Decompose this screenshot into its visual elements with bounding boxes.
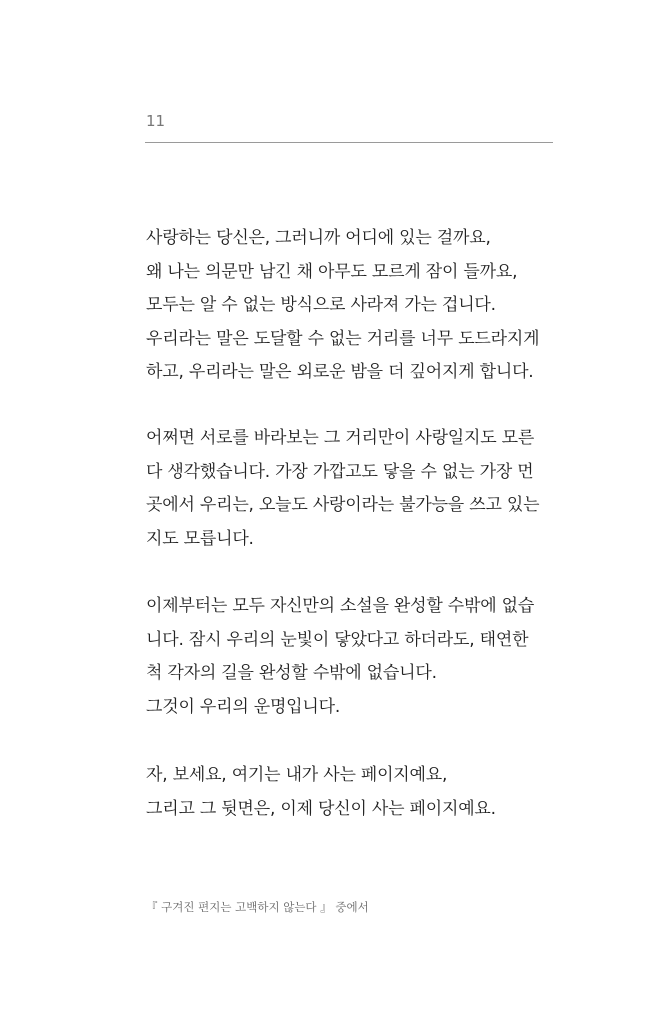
- paragraph-3: [146, 590, 566, 724]
- text-line: 모두는 알 수 없는 방식으로 사라져 가는 겁니다.: [146, 295, 496, 316]
- text-line: 니다. 잠시 우리의 눈빛이 닿았다고 하더라도, 태연한: [146, 629, 529, 650]
- paragraph-1: [146, 222, 566, 390]
- text-line: 어쩌면 서로를 바라보는 그 거리만이 사랑일지도 모른: [146, 428, 535, 448]
- text-line: 지도 모릅니다.: [146, 528, 254, 549]
- text-line: 다 생각했습니다. 가장 가깝고도 닿을 수 없는 가장 먼: [146, 461, 534, 482]
- text-line: 그것이 우리의 운명입니다.: [146, 696, 341, 717]
- text-line: 자, 보세요, 여기는 내가 사는 페이지예요,: [146, 765, 448, 785]
- text-line: 이제부터는 모두 자신만의 소설을 완성할 수밖에 없습: [146, 596, 535, 616]
- page-number: 11: [146, 112, 166, 130]
- text-line: 하고, 우리라는 말은 외로운 밤을 더 깊어지게 합니다.: [146, 362, 534, 383]
- text-line: 우리라는 말은 도달할 수 없는 거리를 너무 도드라지게: [146, 328, 540, 349]
- paragraph-2: [146, 422, 566, 556]
- text-line: 사랑하는 당신은, 그러니까 어디에 있는 걸까요,: [146, 228, 491, 248]
- text-line: 척 각자의 길을 완성할 수밖에 없습니다.: [146, 663, 437, 684]
- text-line: 그리고 그 뒷면은, 이제 당신이 사는 페이지예요.: [146, 798, 496, 819]
- text-line: 왜 나는 의문만 남긴 채 아무도 모르게 잠이 들까요,: [146, 261, 518, 282]
- source-footnote: 『 구겨진 편지는 고백하지 않는다 』 중에서: [146, 900, 369, 914]
- text-line: 곳에서 우리는, 오늘도 사랑이라는 불가능을 쓰고 있는: [146, 495, 540, 516]
- paragraph-4: [146, 759, 566, 826]
- header-rule: [145, 142, 553, 143]
